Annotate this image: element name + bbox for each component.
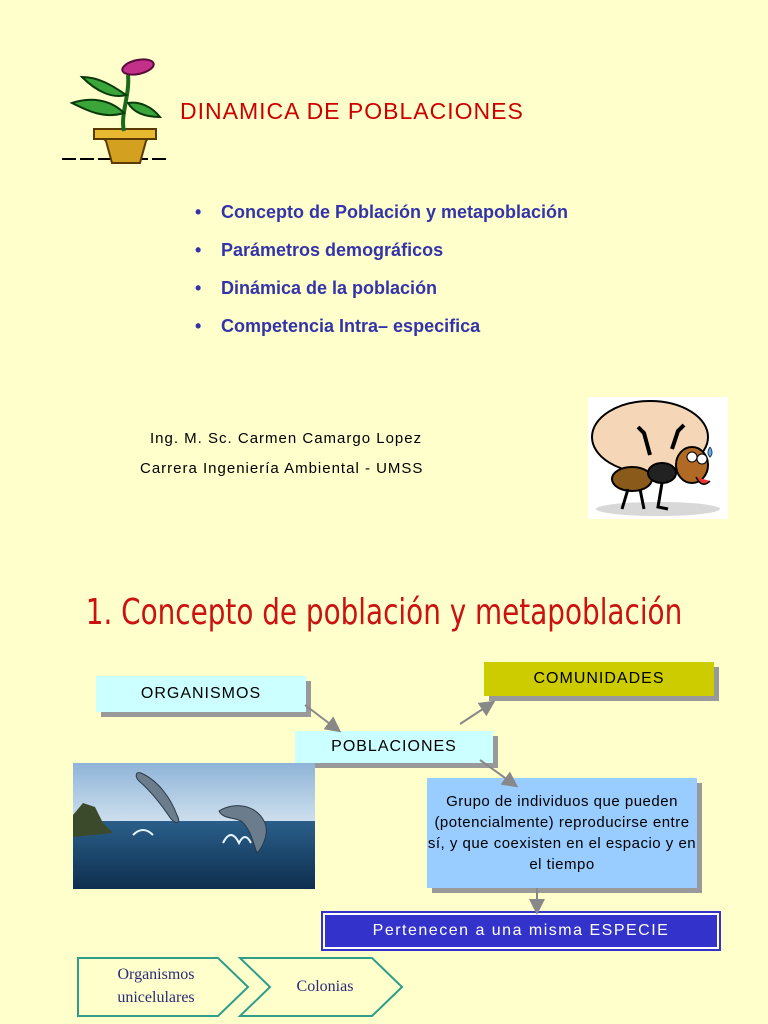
chevron-label-colonies: Colonias [296,978,354,995]
chevron-label-unicellular: Organismos unicelulares [117,966,195,1006]
arrow [460,703,492,724]
list-item: • Parámetros demográficos [195,238,575,263]
definition-box: Grupo de individuos que pueden (potencialmente) reproducirse entre sí, y que coexisten en el espacio y en el tiempo [427,778,697,888]
list-item: • Concepto de Población y metapoblación [195,200,575,225]
arrow [305,705,338,730]
populations-box: POBLACIONES [295,731,493,763]
communities-box: COMUNIDADES [484,662,714,696]
section-title: 1. Concepto de población y metapoblación [85,592,683,633]
author-affiliation: Carrera Ingeniería Ambiental - UMSS [140,460,424,477]
species-box: Pertenecen a una misma ESPECIE [323,913,719,949]
arrow [480,760,515,785]
list-item: • Competencia Intra– especifica [195,314,575,339]
organisms-box: ORGANISMOS [96,676,306,712]
author-name: Ing. M. Sc. Carmen Camargo Lopez [150,430,423,447]
dolphins-photo [73,763,315,889]
list-item: • Dinámica de la población [195,276,575,301]
slide-title: DINAMICA DE POBLACIONES [180,98,524,124]
